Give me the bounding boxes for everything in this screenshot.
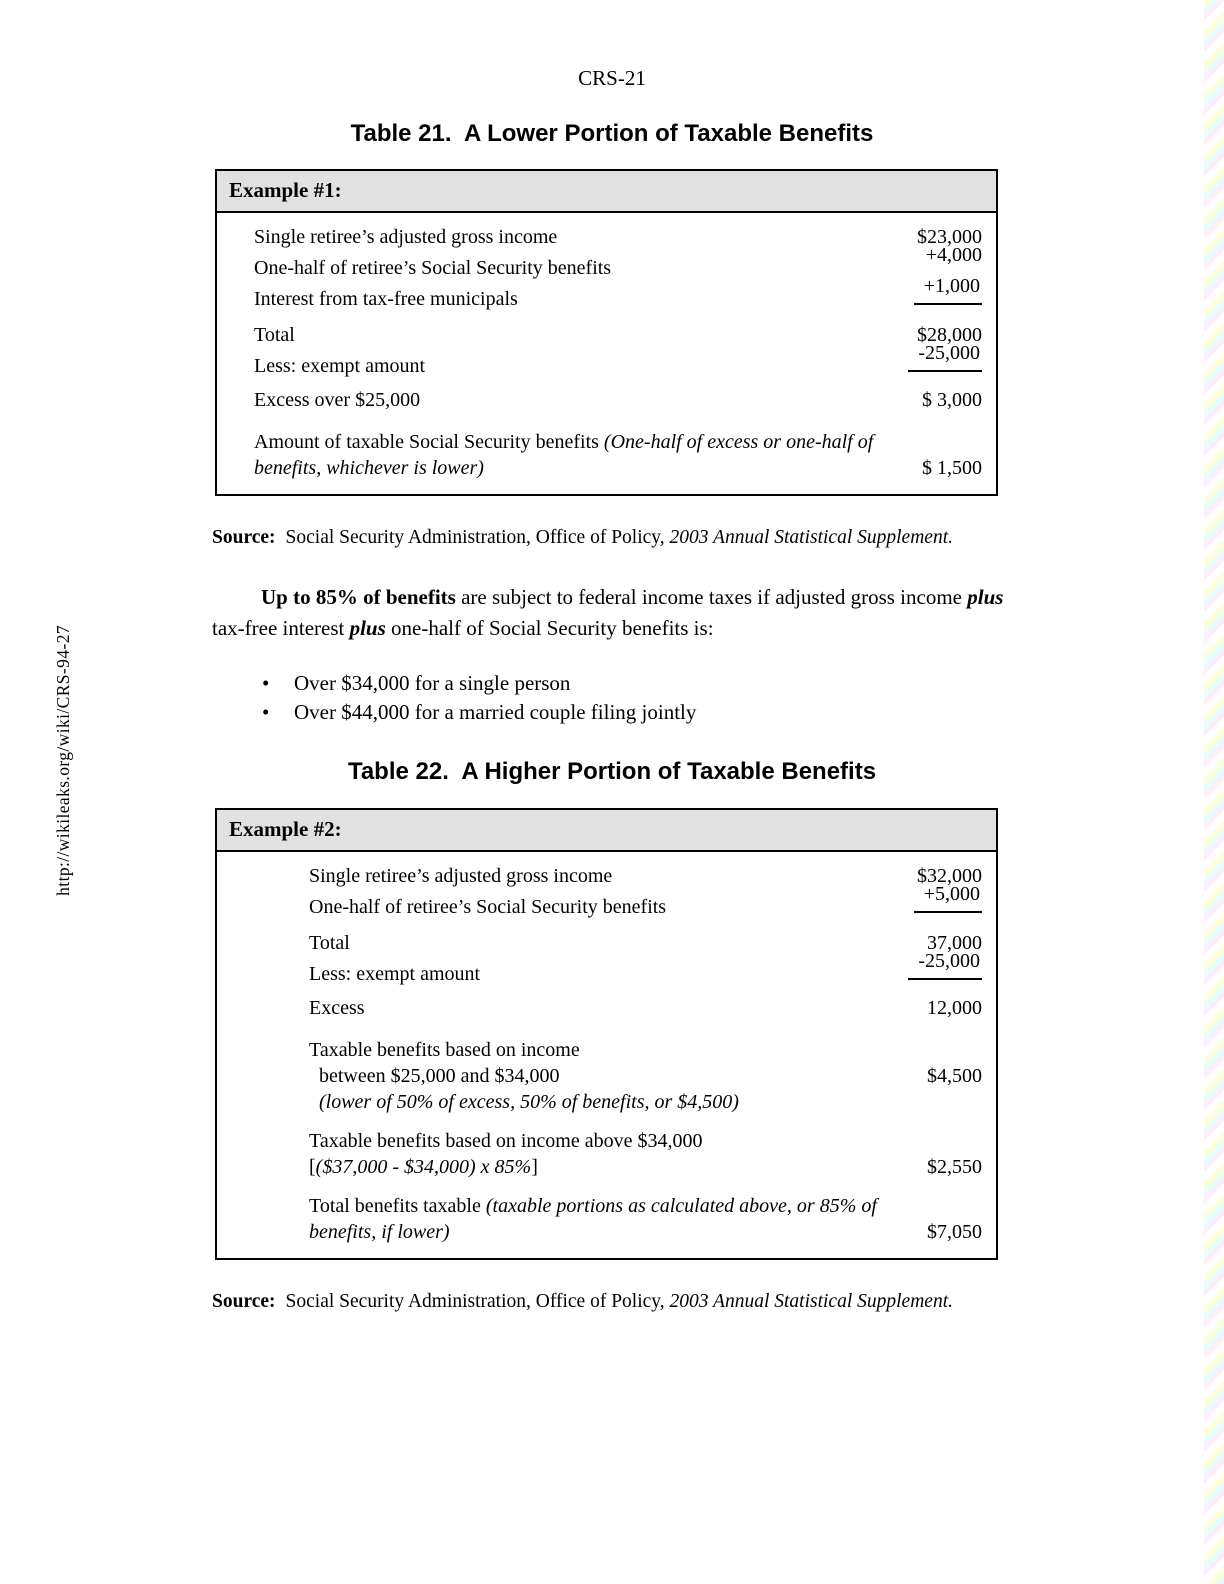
table21-body [217, 213, 996, 494]
row-amount: +1,000 [914, 271, 982, 305]
list-item [262, 698, 1224, 727]
bullet-list [262, 669, 1224, 727]
table-row [217, 244, 982, 284]
table-row [217, 950, 982, 993]
bullet-icon: • [262, 700, 270, 724]
source-label: Source: [212, 527, 276, 548]
row-label: Taxable benefits based on income between $25,000 and $34,000 (lower of 50% of excess, 50% of benefits, or $4,500) [309, 1039, 739, 1113]
row-label-italic: (lower of 50% of excess, 50% of benefits, or $4,500) [319, 1091, 739, 1113]
table21-example-header: Example #1: [217, 171, 996, 213]
source-text: Social Security Administration, Office of Policy, [285, 527, 670, 548]
table21 [215, 169, 998, 496]
row-label: Total [254, 324, 295, 346]
table21-source [212, 527, 1224, 549]
row-label-italic: ($37,000 - $34,000) x 85% [315, 1156, 532, 1178]
page-number-header: CRS-21 [578, 66, 646, 90]
row-label: Excess [309, 997, 365, 1019]
row-label: Total benefits taxable (taxable portions as calculated above, or 85% of benefits, if lower) [309, 1195, 877, 1243]
scan-edge-pattern [1204, 0, 1224, 1584]
source-citation: 2003 Annual Statistical Supplement. [669, 1291, 953, 1312]
row-label: One-half of retiree’s Social Security benefits [254, 257, 612, 279]
table-row [217, 429, 982, 481]
row-amount: $28,000 [917, 324, 982, 346]
row-label-italic: (One-half of excess or one-half of benefits, whichever is lower) [254, 431, 874, 479]
row-amount: 37,000 [927, 932, 982, 954]
row-amount: $4,500 [927, 1064, 982, 1087]
table-row [217, 861, 982, 892]
body-paragraph: Up to 85% of benefits are subject to federal income taxes if adjusted gross income plus tax-free interest plus one-half of Social Security benefits is: [212, 585, 1004, 640]
source-text: Social Security Administration, Office of Policy, [285, 1291, 670, 1312]
row-label: Less: exempt amount [309, 963, 481, 985]
table-row [217, 1128, 982, 1180]
bullet-text: Over $44,000 for a married couple filing jointly [294, 700, 697, 724]
row-label: Taxable benefits based on income above $34,000 [($37,000 - $34,000) x 85%] [309, 1130, 703, 1178]
table-row [217, 222, 982, 253]
row-label: Amount of taxable Social Security benefits (One-half of excess or one-half of benefits, whichever is lower) [254, 431, 874, 479]
row-label: Total [309, 932, 350, 954]
row-amount: $23,000 [917, 226, 982, 248]
source-citation: 2003 Annual Statistical Supplement. [669, 527, 953, 548]
row-amount: $7,050 [927, 1221, 982, 1243]
row-amount: -25,000 [908, 338, 982, 372]
plus-emphasis: plus [349, 616, 386, 640]
row-amount: $ 3,000 [922, 389, 982, 411]
table21-title: Table 21. A Lower Portion of Taxable Benefits [350, 120, 874, 147]
bullet-icon: • [262, 671, 270, 695]
row-label: Single retiree’s adjusted gross income [254, 226, 558, 248]
table-row [217, 1193, 982, 1245]
plus-emphasis: plus [967, 585, 1004, 609]
table-row [217, 320, 982, 351]
row-amount: $32,000 [917, 865, 982, 887]
bullet-text: Over $34,000 for a single person [294, 671, 571, 695]
table-row [217, 275, 982, 318]
paragraph-bold-lead: Up to 85% of benefits [261, 585, 456, 609]
row-amount: +5,000 [914, 879, 982, 913]
table-row [217, 342, 982, 385]
table22-title: Table 22. A Higher Portion of Taxable Benefits [347, 758, 877, 785]
table-row [217, 993, 982, 1024]
table22 [215, 808, 998, 1260]
table-row [217, 385, 982, 416]
row-amount: -25,000 [908, 946, 982, 980]
row-amount: $2,550 [927, 1156, 982, 1178]
table22-body [217, 852, 996, 1258]
row-label-italic: (taxable portions as calculated above, or 85% of benefits, if lower) [309, 1195, 877, 1243]
table-row [217, 928, 982, 959]
row-label: Excess over $25,000 [254, 389, 421, 411]
table22-source [212, 1291, 1224, 1313]
row-label: One-half of retiree’s Social Security benefits [309, 896, 667, 918]
row-amount: $ 1,500 [922, 457, 982, 479]
table-row [217, 883, 982, 926]
row-label: Less: exempt amount [254, 355, 426, 377]
list-item [262, 669, 1224, 698]
watermark-url [44, 582, 82, 938]
row-amount: 12,000 [927, 997, 982, 1019]
row-amount: +4,000 [925, 244, 982, 266]
row-label: Interest from tax-free municipals [254, 288, 518, 310]
row-label: Single retiree’s adjusted gross income [309, 865, 613, 887]
source-label: Source: [212, 1291, 276, 1312]
table22-example-header: Example #2: [217, 810, 996, 852]
watermark-url-text: http://wikileaks.org/wiki/CRS-94-27 [52, 624, 73, 896]
table-row [217, 1037, 982, 1115]
